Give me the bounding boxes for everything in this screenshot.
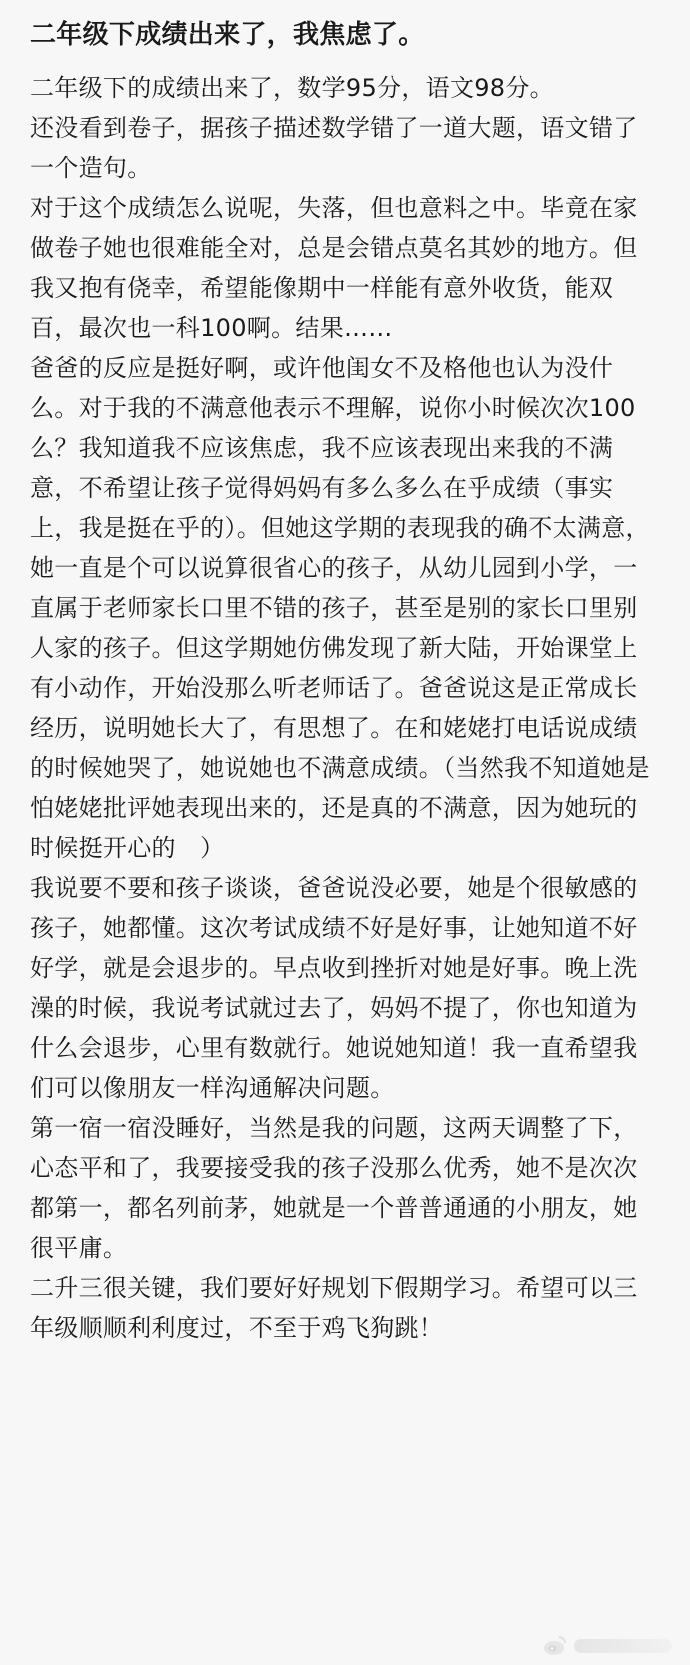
post-title: 二年级下成绩出来了，我焦虑了。 bbox=[30, 20, 425, 50]
paragraph-mistakes: 还没看到卷子，据孩子描述数学错了一道大题，语文错了一个造句。 bbox=[30, 114, 638, 182]
post-body bbox=[30, 68, 660, 1348]
watermark-text-bar bbox=[574, 1639, 672, 1653]
weibo-logo-icon bbox=[542, 1633, 568, 1659]
watermark bbox=[542, 1633, 672, 1659]
paragraph-talk: 我说要不要和孩子谈谈，爸爸说没必要，她是个很敏感的孩子，她都懂。这次考试成绩不好是好事，让她知道不好好学，就是会退步的。早点收到挫折对她是好事。晚上洗澡的时候，我说考试就过去了，妈妈不提了，你也知道为什么会退步，心里有数就行。她说她知道！我一直希望我们可以像朋友一样沟通解决问题。 bbox=[30, 874, 638, 1102]
paragraph-father-reaction: 爸爸的反应是挺好啊，或许他闺女不及格他也认为没什么。对于我的不满意他表示不理解，说你小时候次次100么？我知道我不应该焦虑，我不应该表现出来我的不满意，不希望让孩子觉得妈妈有多么多么在乎成绩（事实上，我是挺在乎的）。但她这学期的表现我的确不太满意，她一直是个可以说算很省心的孩子，从幼儿园到小学，一直属于老师家长口里不错的孩子，甚至是别的家长口里别人家的孩子。但这学期她仿佛发现了新大陆，开始课堂上有小动作，开始没那么听老师话了。爸爸说这是正常成长经历，说明她长大了，有思想了。在和姥姥打电话说成绩的时候她哭了，她说她也不满意成绩。（当然我不知道她是怕姥姥批评她表现出来的，还是真的不满意，因为她玩的时候挺开心的 ） bbox=[30, 354, 650, 862]
paragraph-acceptance: 第一宿一宿没睡好，当然是我的问题，这两天调整了下，心态平和了，我要接受我的孩子没那么优秀，她不是次次都第一，都名列前茅，她就是一个普普通通的小朋友，她很平庸。 bbox=[30, 1114, 638, 1262]
paragraph-feelings: 对于这个成绩怎么说呢，失落，但也意料之中。毕竟在家做卷子她也很难能全对，总是会错点莫名其妙的地方。但我又抱有侥幸，希望能像期中一样能有意外收货，能双百，最次也一科100啊。结果…… bbox=[30, 194, 638, 342]
paragraph-plan: 二升三很关键，我们要好好规划下假期学习。希望可以三年级顺顺利利度过，不至于鸡飞狗跳！ bbox=[30, 1274, 638, 1342]
paragraph-scores: 二年级下的成绩出来了，数学95分，语文98分。 bbox=[30, 74, 554, 102]
